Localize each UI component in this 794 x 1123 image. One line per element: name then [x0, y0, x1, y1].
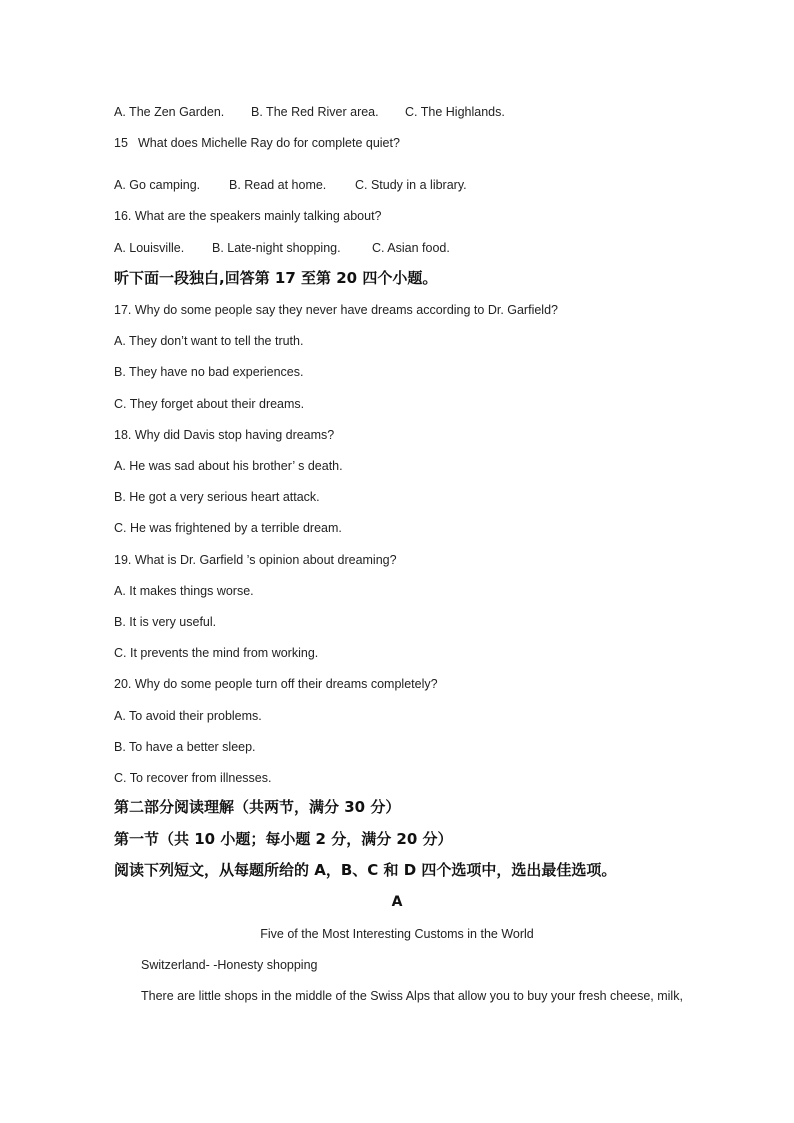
q15-option-a: A. Go camping. — [114, 178, 201, 192]
q20-option-c: C. To recover from illnesses. — [114, 771, 272, 785]
q14-option-b: B. The Red River area. — [251, 105, 379, 119]
q19-option-a: A. It makes things worse. — [114, 584, 254, 598]
q20-option-b: B. To have a better sleep. — [114, 740, 256, 754]
q19-question: 19. What is Dr. Garfield ’s opinion about dreaming? — [114, 553, 397, 567]
q18-option-b: B. He got a very serious heart attack. — [114, 490, 320, 504]
q16-question: 16. What are the speakers mainly talking about? — [114, 209, 382, 223]
q18-option-a: A. He was sad about his brother’ s death. — [114, 459, 343, 473]
part2-heading: 第二部分阅读理解（共两节，满分 30 分） — [114, 798, 401, 816]
q17-question: 17. Why do some people say they never have dreams according to Dr. Garfield? — [114, 303, 558, 317]
q15-option-b: B. Read at home. — [229, 178, 327, 192]
section1-heading: 第一节（共 10 小题；每小题 2 分，满分 20 分） — [114, 830, 453, 848]
q16-option-c: C. Asian food. — [372, 241, 450, 255]
passage-subheading: Switzerland- -Honesty shopping — [141, 958, 318, 972]
q16-options — [114, 240, 450, 256]
q14-options — [114, 104, 505, 120]
q16-option-a: A. Louisville. — [114, 241, 185, 255]
passage-paragraph: There are little shops in the middle of the Swiss Alps that allow you to buy your fresh cheese, milk, — [141, 989, 683, 1003]
passage-title: Five of the Most Interesting Customs in the World — [260, 927, 534, 941]
q15-question — [114, 135, 400, 151]
q15-options — [114, 177, 467, 193]
reading-instruction: 阅读下列短文，从每题所给的 A，B、C 和 D 四个选项中，选出最佳选项。 — [114, 861, 617, 879]
q15-option-c: C. Study in a library. — [355, 178, 467, 192]
q17-option-b: B. They have no bad experiences. — [114, 365, 304, 379]
q18-option-c: C. He was frightened by a terrible dream. — [114, 521, 342, 535]
passage-letter: A — [391, 894, 403, 910]
q19-option-c: C. It prevents the mind from working. — [114, 646, 319, 660]
q14-option-a: A. The Zen Garden. — [114, 105, 225, 119]
monologue-instruction: 听下面一段独白,回答第 17 至第 20 四个小题。 — [114, 269, 438, 287]
q17-option-a: A. They don’t want to tell the truth. — [114, 334, 304, 348]
q20-option-a: A. To avoid their problems. — [114, 709, 262, 723]
q20-question: 20. Why do some people turn off their dreams completely? — [114, 677, 438, 691]
q14-option-c: C. The Highlands. — [405, 105, 505, 119]
q15-number: 15 — [114, 136, 128, 150]
q18-question: 18. Why did Davis stop having dreams? — [114, 428, 335, 442]
q17-option-c: C. They forget about their dreams. — [114, 397, 305, 411]
q16-option-b: B. Late-night shopping. — [212, 241, 341, 255]
q19-option-b: B. It is very useful. — [114, 615, 217, 629]
q15-text: What does Michelle Ray do for complete quiet? — [138, 136, 400, 150]
